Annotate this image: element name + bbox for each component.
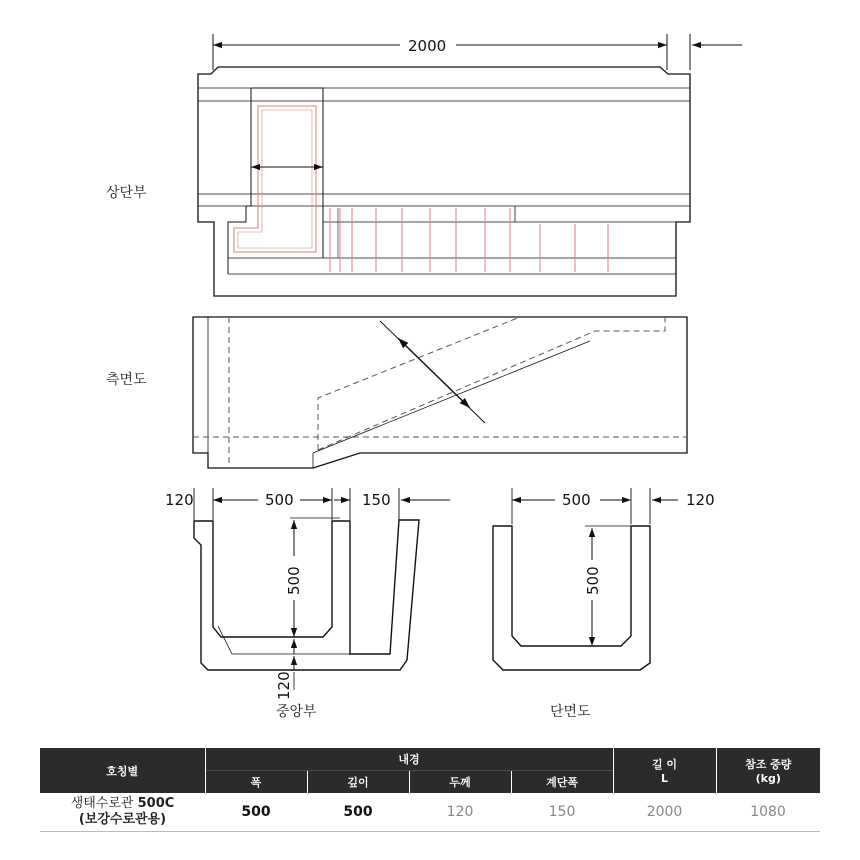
header-length [613,748,716,793]
center-depth-label: 500 [285,566,303,595]
center-section-label: 중앙부 [276,704,317,720]
end-width-label: 500 [562,491,591,509]
cell-name-model: 500C [137,796,175,811]
top-view [198,34,742,296]
header-inner: 내경 [205,748,613,771]
cell-depth: 500 [307,793,409,832]
header-width: 폭 [205,771,307,794]
cell-length: 2000 [613,793,716,832]
side-view [193,317,687,468]
header-thickness: 두께 [409,771,511,794]
center-bottom-label: 120 [275,671,293,700]
center-width-label: 500 [265,491,294,509]
header-weight [716,748,820,793]
cell-name-sub: (보강수로관용) [78,812,167,827]
spec-table [40,748,820,832]
center-left-wall-label: 120 [165,491,194,509]
cell-weight: 1080 [716,793,820,832]
cell-name-prefix: 생태수로관 [70,796,138,811]
top-view-label: 상단부 [106,185,147,201]
header-step: 계단폭 [511,771,613,794]
center-step-label: 150 [362,491,391,509]
length-dimension-label: 2000 [408,37,447,55]
center-section [194,488,450,690]
cell-width: 500 [205,793,307,832]
cell-step: 150 [511,793,613,832]
header-length-line2: L [661,772,669,785]
end-wall-label: 120 [686,491,715,509]
table-row [40,793,820,832]
cell-name [40,793,205,832]
cell-thickness: 120 [409,793,511,832]
header-name: 호칭별 [40,748,205,793]
header-weight-line2: (kg) [755,772,781,785]
header-depth: 깊이 [307,771,409,794]
header-length-line1: 길 이 [651,758,678,771]
header-weight-line1: 참조 중량 [745,758,792,771]
end-depth-label: 500 [584,566,602,595]
end-section-label: 단면도 [550,704,591,720]
side-view-label: 측면도 [106,372,147,388]
